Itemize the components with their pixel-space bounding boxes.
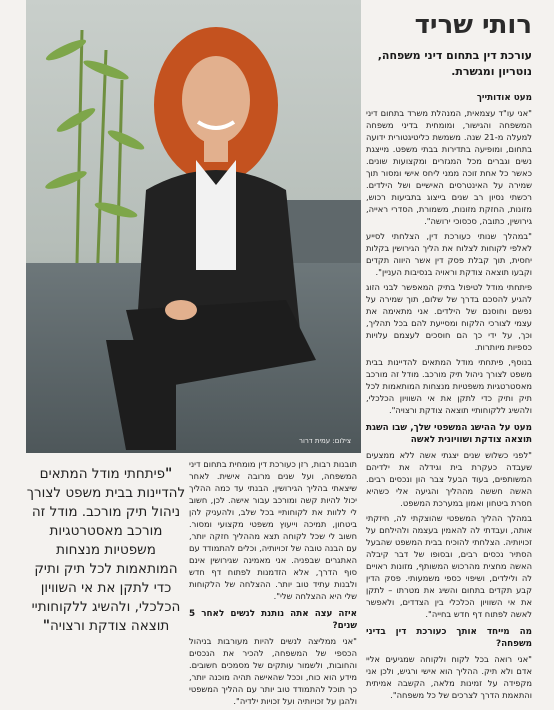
photo-credit: צילום: עמית דרור <box>299 437 351 445</box>
achievement-paragraph-2: במהלך ההליך המשפטי שהוצקתי לה, חיזקתי אותה, ועבדתי לה להאמין בעצמה ולהילחם על זכויותיה. הצלחתי להוכיח בבית המשפט שהבעל הסתיר נכסים רבים, ובסופו של דבר קיבלה האשה מחצית מהרכוש המשותף, מזונות ראויים לה ולילדים, ושיפוי כספי משמעותי. פסק הדין קבע תקדים בתחום והשיג את מטרתו – לתקן את אי השוויון הכלכלי בין הצדדים, ולאפשר לאשה לפתוח דף חדש בחייה". <box>366 513 532 619</box>
pull-quote <box>26 465 186 636</box>
woman-figure <box>86 10 326 450</box>
person-name: רותי שריד <box>414 10 532 40</box>
section-heading-achievement: מעט על ההישג המשפטי שלך, שבו השגת תוצאה צודקת ושוויונית לאשה <box>366 423 532 445</box>
quote-close-mark: " <box>42 618 50 634</box>
about-paragraph-1: "אני עו"ד עצמאית, המנהלת משרד בתחום דיני המשפחה והגישור, ומומחית בדיני משפחה למעלה מ-21 שנה. משמשת כליטיגטורית ידועה בתחום, ומופיעה בתדירות בבתי משפט. מייצגת נשים וגברים מכל המגזרים ומקצועות שונים. כאשר כל אחת זוכה ממני ליחס אישי ומסור תוך שמירה על האינטרסים האישיים ושל הילדים. רכשתי נסיון רב שנים בייצוג בתביעות רכוש, מזונות, החזקת מזונות, משמורת, הסדרי ראייה, גירושין, כתובה, סכסוכי ירושה". <box>366 108 533 226</box>
pull-quote-text: פיתחתי מודל המתאים להדיינות בבית משפט לצורך ניהול תיק מורכב. מודל זה מורכב מאסטרטגיות משפטיות מנצחות המותאמות לכל תיק ותיק כדי לתקן את אי השוויון הכלכלי, ולהשיג ללקוחותיי תוצאה צודקת ורצויה <box>26 466 186 634</box>
section-heading-about: מעט אודותייך <box>476 93 532 103</box>
about-paragraph-3: פיתחתי מודל לטיפול בתיק המאפשר לבני הזוג להגיע להסכם בדרך של שלום, תוך שמירה על נפשם וחוסנם של הילדים. אני מתאימה את עצמי לצורכי הלקוח ומסייעת להם בכל תהליך, וכך, על ידי כך הם חוסכים לעצמם עלויות כספיות מיותרות. <box>366 282 532 352</box>
portrait-photo <box>26 0 361 453</box>
about-paragraph-4: בנוסף, פיתחתי מודל המתאים להדיינות בבית משפט לצורך ניהול תיק מורכב. מודל זה מורכב מאסטרטגיות משפטיות מנצחות המותאמות לכל תיק ותיק כדי לתקן את אי השוויון הכלכלי, ולהשיג ללקוחותיי תוצאה צודקת ורצויה". <box>366 357 532 415</box>
section-heading-why: מה מייחד אותך כעורכת דין בדיני משפחה? <box>366 627 532 649</box>
section-heading-advice: איזה עצה אתה נותנת לנשים לאחר 5 שנים? <box>189 609 357 631</box>
bio-paragraph-1: תובנות רבות, רזן כעורכת דין מומחית בתחום דיני המשפחה, ועל שנים מרובה אישית. לאחר שיצאתי בהליך הגירושין, הבנתי עד כמה ההליך יכול להיות קשה ומורכב עבור אישה. לכן, חשוב לי ללוות את לקוחותיי בכל שלב, ולהעניק להן ביטחון, תמיכה וייעוץ משפטי מקצועי ומסור. חשוב לי שכל לקוחה תצא מההליך חזקה יותר, עם הבנה טובה של זכויותיה, וכלים להתמודד עם האתגרים שבפניה. אני מאמינה שגירושין אינם סוף הדרך, אלא הזדמנות לפתוח דף חדש ולבנות עתיד טוב יותר. ההצלחה של הלקוחות שלי היא ההצלחה שלי". <box>189 459 357 601</box>
why-paragraph-1: "אני רואה בכל לקוח ולקוחה שמגיעים אליי אדם ולא תיק. ההליך הוא אישי ורגיש, ולכן אני מקפידה על זמינות מלאה, הקשבה אמיתית והתאמת הדרך לצרכים של כל משפחה". <box>366 654 532 700</box>
quote-open-mark: " <box>165 466 173 482</box>
about-paragraph-2: "במהלך שנותי כעורכת דין, הצלחתי לסייע לאלפי לקוחות לצלוח את הליך הגירושין בקלות יחסית, תוך קבלת פסק דין אשר היווה תקדים וקבעו תוצאה צודקת וראויה בנסיבות העניין". <box>366 231 532 277</box>
article-column-right <box>366 86 532 704</box>
person-subtitle: עורכת דין בתחום דיני משפחה, נוטריון ומגשרת. <box>377 49 532 78</box>
advice-paragraph-1: "אני ממליצה לנשים להיות מעורבות בניהול הכספי של המשפחה, להכיר את הנכסים והחובות, ולשמור עותקים של מסמכים חשובים. מידע הוא כוח, וככל שהאישה תהיה מוכנה יותר, כך תוכל להתמודד טוב יותר עם ההליך המשפטי ולהגן על זכויותיה ועל זכויות ילדיה". <box>189 636 357 706</box>
article-column-middle <box>189 458 357 710</box>
achievement-paragraph-1: "לפני כשלוש שנים יצגתי אשה ללא ממצעים שעבדה כעקרת בית וגידלה את ילדיהם המשותפים, בעוד הבעל צבר הון ונכסים רבים. האשה חששה מההליך והגיעה אלי כשהיא חסרת ביטחון ואמון במערכת המשפט. <box>366 450 532 508</box>
